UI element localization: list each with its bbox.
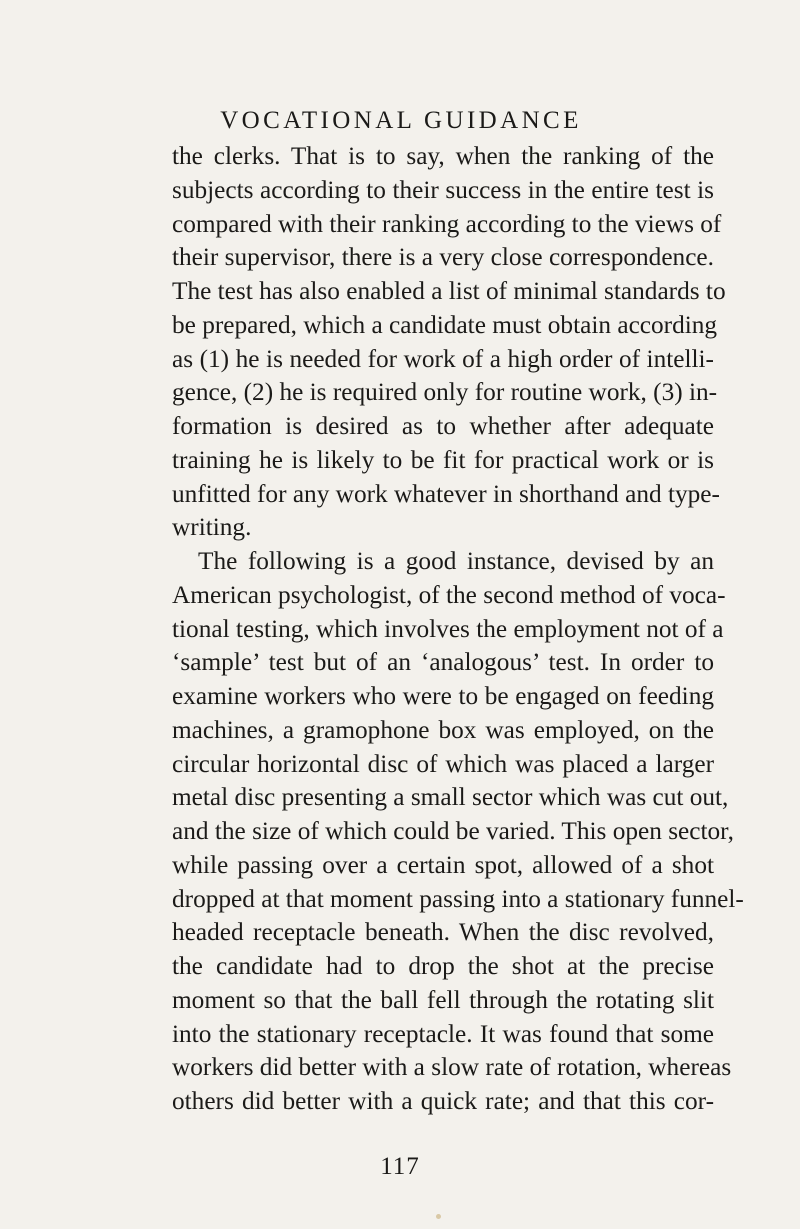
text-line: the clerks. That is to say, when the ranking of the	[172, 142, 714, 170]
text-line: gence, (2) he is required only for routine work, (3) in-	[172, 378, 718, 407]
text-line: be prepared, which a candidate must obtain according	[172, 310, 718, 339]
text-line: workers did better with a slow rate of rotation, whereas	[172, 1053, 732, 1082]
text-line: ‘sample’ test but of an ‘analogous’ test. In order to	[172, 648, 714, 677]
text-line: and the size of which could be varied. This open sector,	[172, 817, 734, 845]
text-line: examine workers who were to be engaged on feeding	[172, 682, 714, 710]
text-line: their supervisor, there is a very close correspondence.	[172, 243, 714, 272]
text-line: headed receptacle beneath. When the disc revolved,	[172, 918, 714, 947]
text-line: tional testing, which involves the employment not of a	[172, 614, 724, 643]
text-line: as (1) he is needed for work of a high order of intelli-	[172, 344, 714, 373]
text-line: unfitted for any work whatever in shorthand and type-	[172, 479, 720, 508]
text-line: into the stationary receptacle. It was found that some	[172, 1019, 714, 1048]
paragraph-end-line: writing.	[172, 513, 252, 542]
paragraph-start-line: The following is a good instance, devised by an	[198, 547, 714, 575]
text-line: others did better with a quick rate; and that this cor-	[172, 1087, 714, 1115]
text-line: American psychologist, of the second method of voca-	[172, 580, 726, 609]
text-line: formation is desired as to whether after adequate	[172, 412, 714, 440]
text-line: subjects according to their success in the entire test is	[172, 175, 714, 204]
text-line: compared with their ranking according to the views of	[172, 209, 722, 238]
paper-speck	[436, 1214, 441, 1219]
text-line: circular horizontal disc of which was placed a larger	[172, 749, 714, 778]
page-number: 117	[380, 1153, 420, 1180]
text-line: the candidate had to drop the shot at the precise	[172, 952, 714, 980]
text-line: training he is likely to be fit for practical work or is	[172, 445, 714, 474]
body-text	[172, 140, 744, 1119]
text-line: metal disc presenting a small sector which was cut out,	[172, 783, 729, 812]
text-line: machines, a gramophone box was employed, on the	[172, 715, 714, 744]
text-line: moment so that the ball fell through the rotating slit	[172, 985, 714, 1014]
text-line: while passing over a certain spot, allowed of a shot	[172, 850, 714, 879]
running-head: VOCATIONAL GUIDANCE	[220, 107, 582, 134]
text-line: dropped at that moment passing into a stationary funnel-	[172, 884, 744, 913]
text-line: The test has also enabled a list of minimal standards to	[172, 277, 726, 305]
